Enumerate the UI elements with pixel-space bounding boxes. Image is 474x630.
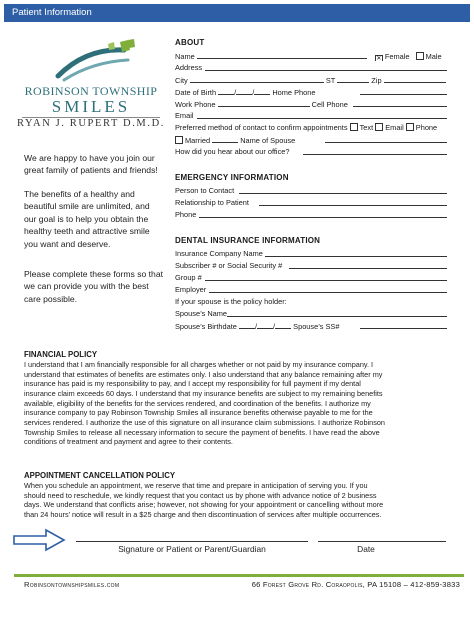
- address-field[interactable]: [205, 70, 447, 71]
- preferred-contact-row: [175, 122, 447, 133]
- email-row: [175, 110, 447, 121]
- signature-label: Signature or Patient or Parent/Guardian: [118, 544, 266, 554]
- state-field[interactable]: [337, 74, 369, 83]
- relationship-label: Relationship to Patient: [175, 198, 249, 207]
- married-checkbox[interactable]: [175, 136, 183, 144]
- footer-website[interactable]: Robinsontownshipsmiles.com: [24, 580, 120, 589]
- heard-field[interactable]: [303, 154, 447, 155]
- work-phone-field[interactable]: [218, 98, 310, 107]
- male-checkbox[interactable]: [416, 52, 424, 60]
- female-checkbox[interactable]: [375, 55, 383, 61]
- heard-row: [175, 146, 447, 157]
- relationship-field[interactable]: [259, 205, 447, 206]
- female-label: Female: [384, 52, 410, 61]
- financial-line: insurance has paid is my responsibility to pay, and I accept my responsibility for full payment if my dental: [24, 379, 361, 389]
- dob-label: Date of Birth: [175, 88, 217, 97]
- date-label: Date: [357, 544, 375, 554]
- spouse-name-label: Name of Spouse: [240, 136, 296, 145]
- cancellation-line: should need to reschedule, we kindly request that you contact us by phone with advance notice of 2 business: [24, 490, 377, 500]
- subscriber-label: Subscriber # or Social Security #: [175, 261, 283, 270]
- dob-month-field[interactable]: [218, 86, 234, 95]
- spouse-ins-name-label: Spouse’s Name: [175, 309, 228, 318]
- name-field[interactable]: [197, 50, 367, 59]
- cell-phone-label: Cell Phone: [311, 100, 348, 109]
- insurance-company-label: Insurance Company Name: [175, 249, 263, 258]
- logo-line1: ROBINSON TOWNSHIP: [24, 84, 158, 98]
- city-field[interactable]: [190, 74, 324, 83]
- cancellation-text: [24, 481, 456, 520]
- spouse-name-ins-row: [175, 308, 447, 319]
- spouse-bday-day-field[interactable]: [257, 320, 273, 329]
- spouse-holder-label: If your spouse is the policy holder:: [175, 297, 287, 306]
- zip-field[interactable]: [384, 74, 446, 83]
- intro-paragraph-2: The benefits of a healthy and beautiful smile are unlimited, and our goal is to help you obtain the healthy teeth and attractive smile you want and deserve.: [24, 189, 150, 249]
- logo-line3: RYAN J. RUPERT D.M.D.: [16, 118, 165, 129]
- phone-option-label: Phone: [415, 123, 438, 132]
- zip-label: Zip: [371, 76, 382, 85]
- date-line[interactable]: [318, 541, 446, 542]
- insurance-title: DENTAL INSURANCE INFORMATION: [175, 236, 321, 245]
- contact-person-field[interactable]: [239, 193, 447, 194]
- contact-person-row: [175, 185, 447, 196]
- home-phone-label: Home Phone: [272, 88, 316, 97]
- cancellation-line: than 24 hours’ notice will result in a $25 charge and then discontinuation of services after multiple occurrences.: [24, 509, 382, 519]
- email-field[interactable]: [197, 118, 447, 119]
- group-label: Group #: [175, 273, 202, 282]
- phone-checkbox[interactable]: [406, 123, 414, 131]
- spouse-name-field[interactable]: [325, 142, 447, 143]
- state-label: ST: [325, 76, 336, 85]
- financial-line: conditions of treatment and payment and agree to their contents.: [24, 437, 233, 447]
- financial-line: I understand that I am financially responsible for all charges whether or not paid by my insurance company. I: [24, 360, 374, 369]
- home-phone-field[interactable]: [360, 94, 447, 95]
- contact-person-label: Person to Contact: [175, 186, 235, 195]
- text-checkbox[interactable]: [350, 123, 358, 131]
- financial-text: [24, 360, 456, 447]
- employer-label: Employer: [175, 285, 207, 294]
- about-title: ABOUT: [175, 38, 205, 47]
- city-row: [175, 74, 447, 85]
- spouse-bday-row: Spouse’s Birthdate / / Spouse’s SS#: [175, 320, 447, 331]
- dob-row: Date of Birth / / Home Phone: [175, 86, 447, 97]
- spouse-bday-month-field[interactable]: [239, 320, 255, 329]
- subscriber-field[interactable]: [289, 268, 447, 269]
- married-field[interactable]: [212, 134, 238, 143]
- group-row: [175, 272, 447, 283]
- married-label: Married: [185, 136, 211, 145]
- work-phone-label: Work Phone: [175, 100, 216, 109]
- cancellation-line: days. We understand that conflicts arise; however, not showing for your appointment or cancelling without more: [24, 500, 384, 510]
- page-header-bar: [4, 4, 470, 22]
- emergency-title: EMERGENCY INFORMATION: [175, 173, 289, 182]
- financial-line: Township Smiles to release all necessary information to secure the payment of benefits. I have read the above: [24, 427, 380, 437]
- emergency-phone-row: [175, 209, 447, 220]
- financial-line: insurance claim exceeds 60 days. I understand that my insurance benefits are subject to my remaining benefits: [24, 388, 383, 398]
- work-phone-row: [175, 98, 447, 109]
- page-title: Patient Information: [12, 7, 92, 18]
- name-row: [175, 50, 447, 61]
- name-label: Name: [175, 52, 195, 61]
- footer-address: 66 Forest Grove Rd. Coraopolis, PA 15108 – 412-859-3833: [251, 580, 460, 589]
- cancellation-title: APPOINTMENT CANCELLATION POLICY: [24, 471, 176, 480]
- footer-rule: [14, 574, 464, 577]
- group-field[interactable]: [205, 280, 447, 281]
- arrow-right-icon: [12, 527, 66, 553]
- spouse-ss-label: Spouse’s SS#: [293, 322, 340, 331]
- spouse-holder-row: [175, 296, 447, 307]
- email-label: Email: [175, 111, 194, 120]
- spouse-bday-year-field[interactable]: [275, 320, 291, 329]
- financial-line: insurance company to pay Robinson Township Smiles all insurance benefits otherwise payable to me for the: [24, 408, 373, 418]
- tooth-logo-icon: [16, 36, 166, 86]
- spouse-ss-field[interactable]: [360, 328, 447, 329]
- financial-line: understand that estimates of benefits are estimates only. I also understand that any balance remaining after my: [24, 369, 383, 379]
- employer-row: [175, 284, 447, 295]
- insurance-company-field[interactable]: [265, 256, 447, 257]
- address-label: Address: [175, 63, 203, 72]
- insurance-company-row: [175, 248, 447, 259]
- heard-label: How did you hear about our office?: [175, 147, 290, 156]
- married-row: [175, 134, 447, 145]
- subscriber-row: [175, 260, 447, 271]
- intro-paragraph-3: Please complete these forms so that we can provide you with the best care possible.: [24, 269, 164, 304]
- city-label: City: [175, 76, 188, 85]
- emergency-phone-label: Phone: [175, 210, 197, 219]
- address-row: [175, 62, 447, 73]
- email-option-label: Email: [385, 123, 404, 132]
- logo-line2: SMILES: [51, 97, 131, 116]
- preferred-contact-label: Preferred method of contact to confirm appointments: [175, 123, 348, 132]
- dob-year-field[interactable]: [254, 86, 270, 95]
- financial-line: available, eligibility of the benefits for the services rendered, and coordination of the benefits. I authorize my: [24, 398, 371, 408]
- financial-line: services rendered. I authorize the use of this signature on all insurance claim submissions. I authorize Robinson: [24, 417, 385, 427]
- employer-field[interactable]: [209, 292, 447, 293]
- signature-line[interactable]: [76, 541, 308, 542]
- spouse-ins-name-field[interactable]: [227, 316, 447, 317]
- spouse-bday-label: Spouse’s Birthdate: [175, 322, 237, 331]
- email-checkbox[interactable]: [375, 123, 383, 131]
- cell-phone-field[interactable]: [353, 106, 447, 107]
- intro-paragraph-1: We are happy to have you join our great family of patients and friends!: [24, 153, 158, 176]
- dob-day-field[interactable]: [236, 86, 252, 95]
- male-label: Male: [425, 52, 442, 61]
- financial-title: FINANCIAL POLICY: [24, 350, 98, 359]
- emergency-phone-field[interactable]: [199, 217, 447, 218]
- text-label: Text: [359, 123, 374, 132]
- relationship-row: [175, 197, 447, 208]
- cancellation-line: When you schedule an appointment, we reserve that time and prepare in anticipation of serving you. If you: [24, 481, 368, 490]
